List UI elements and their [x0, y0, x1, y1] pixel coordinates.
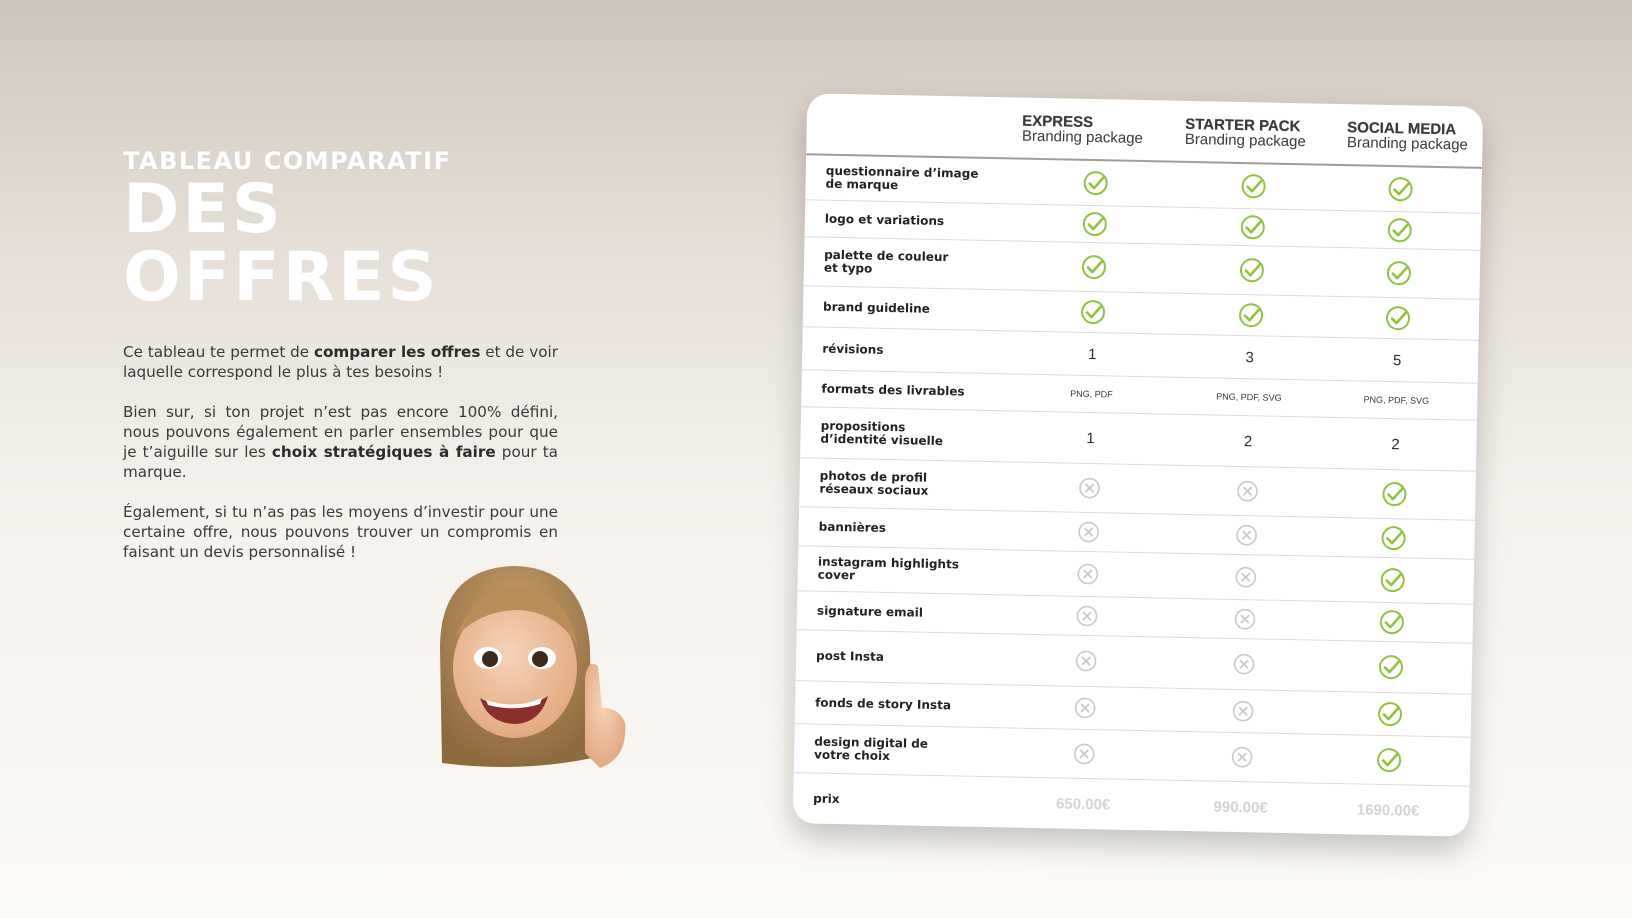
check-circle-icon — [1013, 297, 1173, 326]
cross-circle-icon — [1004, 741, 1164, 766]
check-circle-icon — [1322, 608, 1462, 637]
paragraph-1 — [123, 342, 558, 382]
cross-circle-icon — [1168, 523, 1323, 548]
check-circle-icon — [1321, 653, 1461, 682]
cross-circle-icon — [1007, 603, 1167, 628]
check-circle-icon — [1322, 566, 1462, 595]
comparison-table-card — [793, 93, 1484, 836]
paragraph-3: Également, si tu n’as pas les moyens d’investir pour une certaine offre, nous pouvons trouver un compromis en faisant un devis personnalisé ! — [123, 503, 558, 562]
cell-value: 2 — [1391, 435, 1400, 453]
kicker: TABLEAU COMPARATIF — [123, 147, 452, 175]
cross-circle-icon — [1168, 565, 1323, 590]
check-circle-icon — [1328, 304, 1468, 333]
row-label: brand guideline — [822, 299, 931, 316]
cross-circle-icon — [1005, 695, 1165, 720]
check-circle-icon — [1319, 746, 1459, 775]
row-label: révisions — [822, 341, 884, 357]
check-circle-icon — [1173, 301, 1328, 330]
check-circle-icon — [1015, 168, 1175, 197]
row-label: logo et variations — [824, 211, 945, 228]
text: et de voir laquelle correspond le plus à tes besoins ! — [123, 343, 559, 382]
check-circle-icon — [1329, 259, 1469, 288]
intro-panel — [123, 148, 558, 582]
cross-circle-icon — [1006, 648, 1166, 673]
cell-value: 1 — [1087, 345, 1097, 363]
cell-value: 3 — [1245, 348, 1255, 366]
row-label: photos de profil réseaux sociaux — [819, 468, 929, 498]
row-label: questionnaire d’image de marque — [825, 163, 979, 193]
column-subtitle: Branding package — [1184, 130, 1306, 151]
cross-circle-icon — [1166, 652, 1321, 677]
text: Bien sur, si ton projet n’est pas encore 100% défini, nous pouvons également en parler ensembles pour que je t’aiguille sur les — [123, 403, 558, 462]
check-circle-icon — [1320, 700, 1460, 729]
row-label: design digital de votre choix — [813, 734, 929, 764]
price-value: 650.00€ — [1055, 794, 1111, 814]
cell-value: PNG, PDF — [1070, 388, 1113, 400]
column-title: STARTER PACK — [1185, 115, 1301, 136]
cross-circle-icon — [1165, 699, 1320, 724]
cross-circle-icon — [1008, 519, 1168, 544]
column-subtitle: Branding package — [1346, 134, 1469, 154]
row-label: bannières — [818, 519, 887, 535]
row-label: palette de couleur et typo — [823, 247, 949, 276]
text: pour ta marque. — [123, 443, 558, 482]
cell-value: 5 — [1392, 351, 1402, 369]
header-spacer — [806, 93, 1011, 157]
cross-circle-icon — [1169, 479, 1324, 504]
check-circle-icon — [1330, 175, 1470, 204]
cell-value: PNG, PDF, SVG — [1216, 391, 1282, 403]
price-value: 1690.00€ — [1356, 800, 1420, 820]
memoji-avatar — [420, 558, 640, 788]
check-circle-icon — [1175, 213, 1330, 242]
cross-circle-icon — [1009, 475, 1169, 500]
headline: DES OFFRES — [123, 170, 440, 318]
column-header-3 — [1335, 104, 1484, 167]
check-circle-icon — [1323, 524, 1463, 553]
check-circle-icon — [1324, 480, 1464, 509]
check-circle-icon — [1015, 209, 1175, 238]
row-label: post Insta — [815, 648, 885, 664]
column-header-1 — [1010, 97, 1178, 160]
cross-circle-icon — [1164, 745, 1319, 770]
row-label: fonds de story Insta — [815, 695, 952, 712]
cross-circle-icon — [1167, 607, 1322, 632]
row-label: propositions d’identité visuelle — [820, 418, 944, 449]
row-label: instagram highlights cover — [817, 554, 960, 583]
column-title: SOCIAL MEDIA — [1347, 119, 1457, 139]
row-label: signature email — [816, 603, 924, 620]
column-title: EXPRESS — [1022, 112, 1094, 132]
check-circle-icon — [1174, 256, 1329, 285]
emphasis: choix stratégiques à faire — [271, 443, 496, 462]
comparison-table — [793, 93, 1484, 836]
paragraph-2 — [123, 402, 558, 482]
cell-value: 2 — [1243, 432, 1253, 450]
cell-value: PNG, PDF, SVG — [1363, 394, 1430, 406]
text: Ce tableau te permet de — [123, 343, 314, 362]
emphasis: comparer les offres — [313, 343, 481, 362]
column-header-2 — [1176, 101, 1335, 164]
check-circle-icon — [1014, 252, 1174, 281]
price-value: 990.00€ — [1213, 798, 1268, 817]
cross-circle-icon — [1008, 561, 1168, 586]
cell-value: 1 — [1086, 429, 1095, 447]
row-label: formats des livrables — [821, 381, 965, 399]
row-label: prix — [813, 791, 840, 806]
check-circle-icon — [1175, 172, 1330, 201]
column-subtitle: Branding package — [1021, 127, 1144, 148]
check-circle-icon — [1330, 216, 1470, 245]
